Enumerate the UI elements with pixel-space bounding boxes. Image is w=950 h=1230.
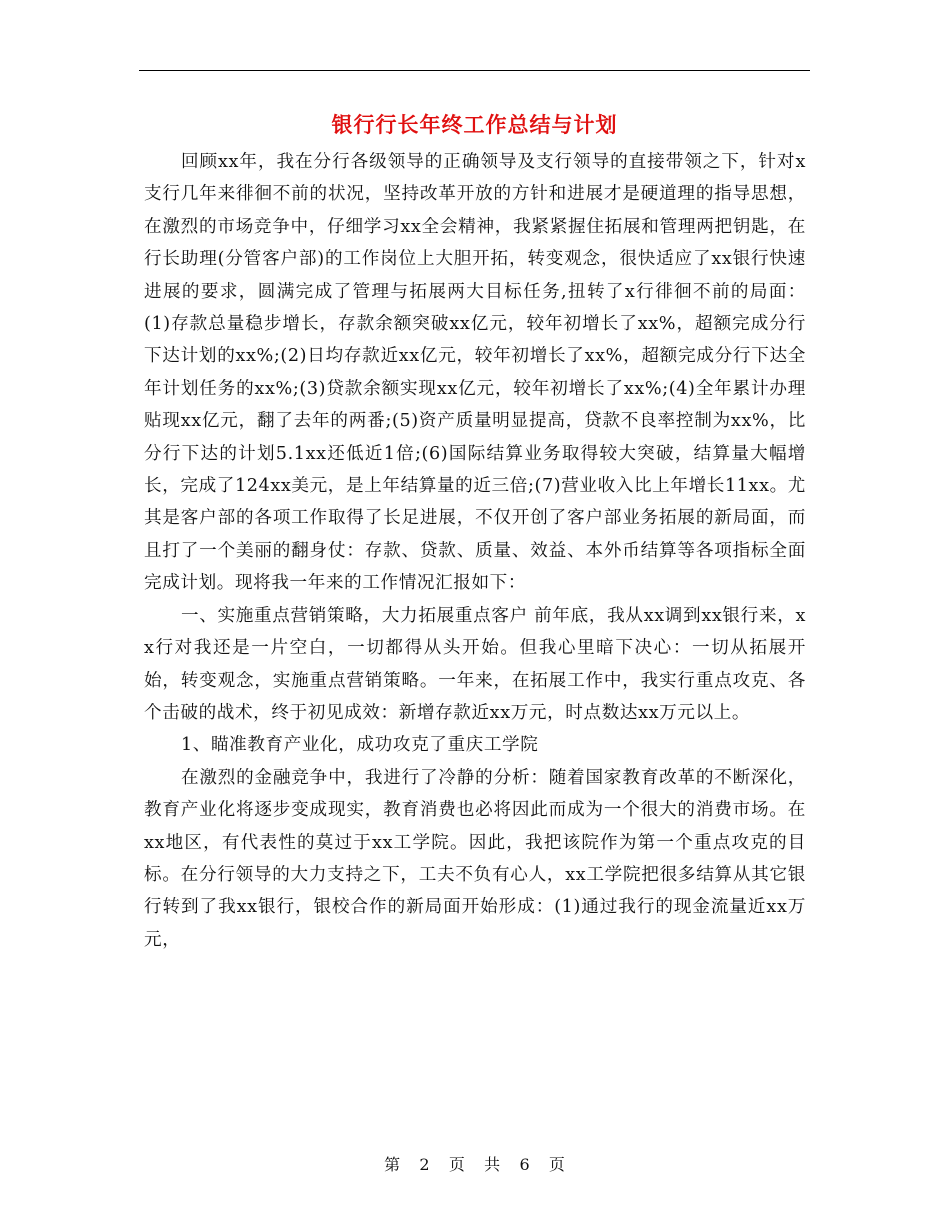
footer-current-page: 2	[419, 1155, 431, 1174]
paragraph-education-analysis: 在激烈的金融竞争中，我进行了冷静的分析：随着国家教育改革的不断深化，教育产业化将逐步变成现实，教育消费也必将因此而成为一个很大的消费市场。在xx地区，有代表性的莫过于xx工学院。因此，我把该院作为第一个重点攻克的目标。在分行领导的大力支持之下，工夫不负有心人，xx工学院把很多结算从其它银行转到了我xx银行，银校合作的新局面开始形成：(1)通过我行的现金流量近xx万元，	[144, 767, 806, 950]
paragraph-subheading-1: 1、瞄准教育产业化，成功攻克了重庆工学院	[180, 735, 539, 756]
paragraph-review: 回顾xx年，我在分行各级领导的正确领导及支行领导的直接带领之下，针对x支行几年来徘徊不前的状况，坚持改革开放的方针和进展才是硬道理的指导思想，在激烈的市场竞争中，仔细学习xx全会精神，我紧紧握住拓展和管理两把钥匙，在行长助理(分管客户部)的工作岗位上大胆开拓，转变观念，很快适应了xx银行快速进展的要求，圆满完成了管理与拓展两大目标任务,扭转了x行徘徊不前的局面：(1)存款总量稳步增长，存款余额突破xx亿元，较年初增长了xx%，超额完成分行下达计划的xx%;(2)日均存款近xx亿元，较年初增长了xx%，超额完成分行下达全年计划任务的xx%;(3)贷款余额实现xx亿元，较年初增长了xx%;(4)全年累计办理贴现xx亿元，翻了去年的两番;(5)资产质量明显提高，贷款不良率控制为xx%，比分行下达的计划5.1xx还低近1倍;(6)国际结算业务取得较大突破，结算量大幅增长，完成了124xx美元，是上年结算量的近三倍;(7)营业收入比上年增长11xx。尤其是客户部的各项工作取得了长足进展，不仅开创了客户部业务拓展的新局面，而且打了一个美丽的翻身仗：存款、贷款、质量、效益、本外币结算等各项指标全面完成计划。现将我一年来的工作情况汇报如下：	[144, 152, 806, 594]
document-body	[144, 146, 806, 956]
footer-prefix: 第	[384, 1155, 402, 1174]
footer-total-suffix: 页	[548, 1155, 566, 1174]
footer-page-label: 页	[448, 1155, 466, 1174]
header-rule	[139, 70, 810, 71]
document-title: 银行行长年终工作总结与计划	[331, 112, 618, 137]
page-footer	[0, 1152, 950, 1175]
paragraph-section-one: 一、实施重点营销策略，大力拓展重点客户 前年底，我从xx调到xx银行来，xx行对我还是一片空白，一切都得从头开始。但我心里暗下决心：一切从拓展开始，转变观念，实施重点营销策略。一年来，在拓展工作中，我实行重点攻克、各个击破的战术，终于初见成效：新增存款近xx万元，时点数达xx万元以上。	[144, 605, 806, 723]
footer-total-pages: 6	[519, 1155, 531, 1174]
footer-total-prefix: 共	[484, 1155, 502, 1174]
